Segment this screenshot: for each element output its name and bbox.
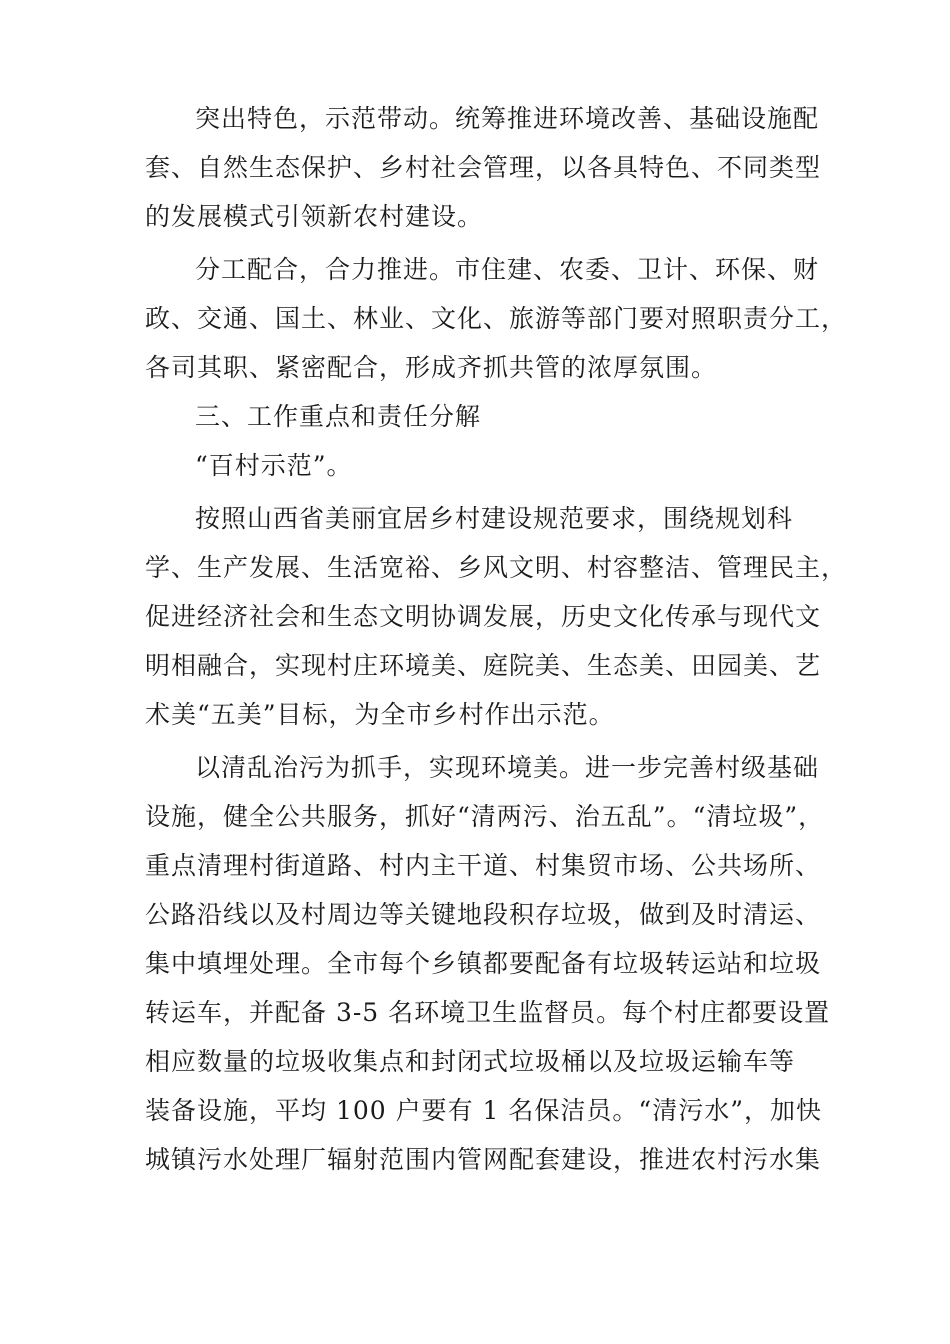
paragraph-line: 各司其职、紧密配合，形成齐抓共管的浓厚氛围。 <box>145 353 718 382</box>
paragraph-line: 以清乱治污为抓手，实现环境美。进一步完善村级基础 <box>195 753 820 782</box>
paragraph-line: 相应数量的垃圾收集点和封闭式垃圾桶以及垃圾运输车等 <box>145 1047 796 1076</box>
paragraph-line: 公路沿线以及村周边等关键地段积存垃圾，做到及时清运、 <box>145 900 822 929</box>
paragraph-line: 分工配合，合力推进。市住建、农委、卫计、环保、财 <box>195 255 820 284</box>
paragraph-line: 明相融合，实现村庄环境美、庭院美、生态美、田园美、艺 <box>145 651 822 680</box>
paragraph-line: 按照山西省美丽宜居乡村建设规范要求，围绕规划科 <box>195 504 794 533</box>
paragraph-line: 套、自然生态保护、乡村社会管理，以各具特色、不同类型 <box>145 153 822 182</box>
paragraph-line: 城镇污水处理厂辐射范围内管网配套建设，推进农村污水集 <box>145 1145 822 1174</box>
paragraph-line: 转运车，并配备 3-5 名环境卫生监督员。每个村庄都要设置 <box>145 998 831 1027</box>
paragraph-line: 学、生产发展、生活宽裕、乡风文明、村容整洁、管理民主， <box>145 553 848 582</box>
paragraph-line: 重点清理村街道路、村内主干道、村集贸市场、公共场所、 <box>145 851 822 880</box>
paragraph-line: 促进经济社会和生态文明协调发展，历史文化传承与现代文 <box>145 602 822 631</box>
paragraph-line: 突出特色，示范带动。统筹推进环境改善、基础设施配 <box>195 104 820 133</box>
section-heading: 三、工作重点和责任分解 <box>195 402 482 431</box>
paragraph-line: 的发展模式引领新农村建设。 <box>145 202 484 231</box>
subsection-heading: “百村示范”。 <box>195 451 353 480</box>
paragraph-line: 政、交通、国土、林业、文化、旅游等部门要对照职责分工， <box>145 304 848 333</box>
paragraph-line: 术美“五美”目标，为全市乡村作出示范。 <box>145 700 615 729</box>
paragraph-line: 集中填埋处理。全市每个乡镇都要配备有垃圾转运站和垃圾 <box>145 949 822 978</box>
paragraph-line: 设施，健全公共服务，抓好“清两污、治五乱”。“清垃圾”， <box>145 802 825 831</box>
paragraph-line: 装备设施，平均 100 户要有 1 名保洁员。“清污水”，加快 <box>145 1096 822 1125</box>
